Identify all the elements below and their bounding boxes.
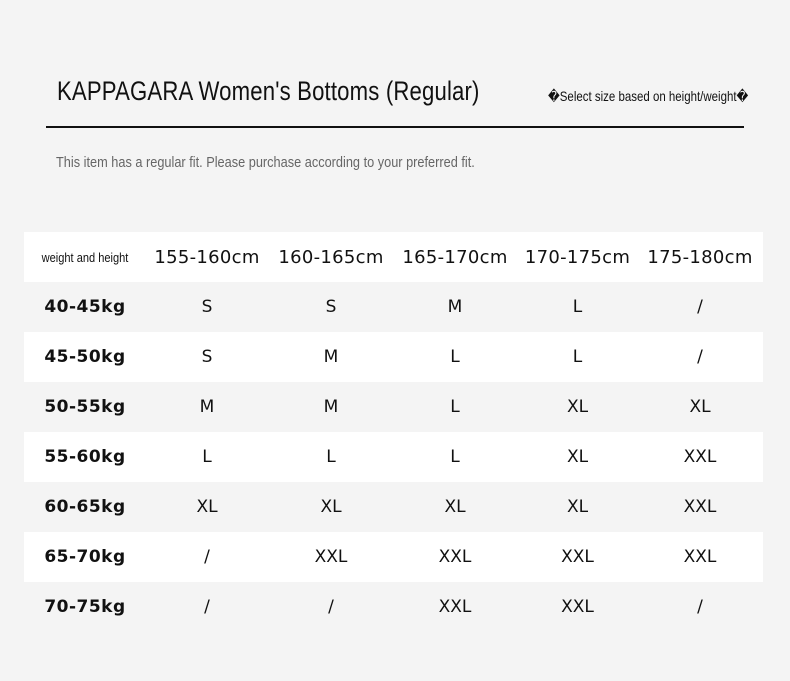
size-cell: L: [326, 447, 336, 467]
size-cell: L: [202, 447, 212, 467]
size-cell: XL: [566, 447, 589, 467]
size-cell: L: [450, 447, 460, 467]
row-weight-label: 55-60kg: [44, 447, 126, 467]
table-row: [24, 332, 763, 382]
size-cell: XL: [320, 497, 342, 517]
size-cell: XXL: [561, 597, 594, 617]
size-cell: /: [204, 547, 210, 567]
table-row: [24, 382, 763, 432]
size-cell: /: [328, 597, 334, 617]
table-header-row: [24, 232, 763, 282]
size-cell: XL: [444, 497, 466, 517]
size-cell: XXL: [561, 547, 594, 567]
size-cell: XXL: [683, 497, 717, 517]
column-header: 175-180cm: [647, 246, 753, 268]
size-cell: /: [697, 597, 703, 617]
table-row: [24, 582, 763, 632]
column-header: 170-175cm: [524, 246, 631, 268]
column-header: 160-165cm: [278, 246, 384, 268]
table-row: [24, 482, 763, 532]
size-cell: M: [447, 297, 463, 317]
table-row: [24, 282, 763, 332]
size-cell: S: [201, 297, 213, 317]
column-header: 155-160cm: [154, 246, 260, 268]
row-weight-label: 70-75kg: [44, 597, 126, 617]
row-weight-label: 60-65kg: [44, 497, 126, 517]
row-weight-label: 65-70kg: [44, 547, 126, 567]
size-cell: /: [204, 597, 210, 617]
size-cell: S: [201, 347, 213, 367]
size-cell: XL: [196, 497, 218, 517]
row-weight-label: 50-55kg: [44, 397, 126, 417]
size-cell: XL: [566, 497, 589, 517]
column-header: 165-170cm: [402, 246, 508, 268]
size-cell: XXL: [438, 547, 472, 567]
size-cell: XXL: [314, 547, 348, 567]
table-row: [24, 432, 763, 482]
size-cell: XXL: [683, 447, 717, 467]
table-row: [24, 532, 763, 582]
size-cell: /: [697, 297, 703, 317]
size-cell: XXL: [438, 597, 472, 617]
table-corner-label: weight and height: [41, 249, 129, 265]
size-table: [24, 232, 763, 632]
row-weight-label: 45-50kg: [44, 347, 126, 367]
row-weight-label: 40-45kg: [44, 297, 126, 317]
page-title: KAPPAGARA Women's Bottoms (Regular): [57, 76, 480, 106]
size-cell: L: [450, 397, 460, 417]
fit-note: This item has a regular fit. Please purchase according to your preferred fit.: [56, 154, 475, 171]
size-cell: L: [572, 297, 583, 317]
size-cell: M: [323, 397, 339, 417]
size-cell: L: [572, 347, 583, 367]
size-cell: XL: [689, 397, 711, 417]
size-hint: �Select size based on height/weight�: [548, 88, 749, 104]
size-cell: S: [325, 297, 337, 317]
size-cell: M: [323, 347, 339, 367]
size-cell: /: [697, 347, 703, 367]
size-cell: L: [450, 347, 460, 367]
size-cell: M: [199, 397, 215, 417]
title-divider: [46, 126, 744, 128]
size-cell: XXL: [683, 547, 717, 567]
size-cell: XL: [566, 397, 589, 417]
